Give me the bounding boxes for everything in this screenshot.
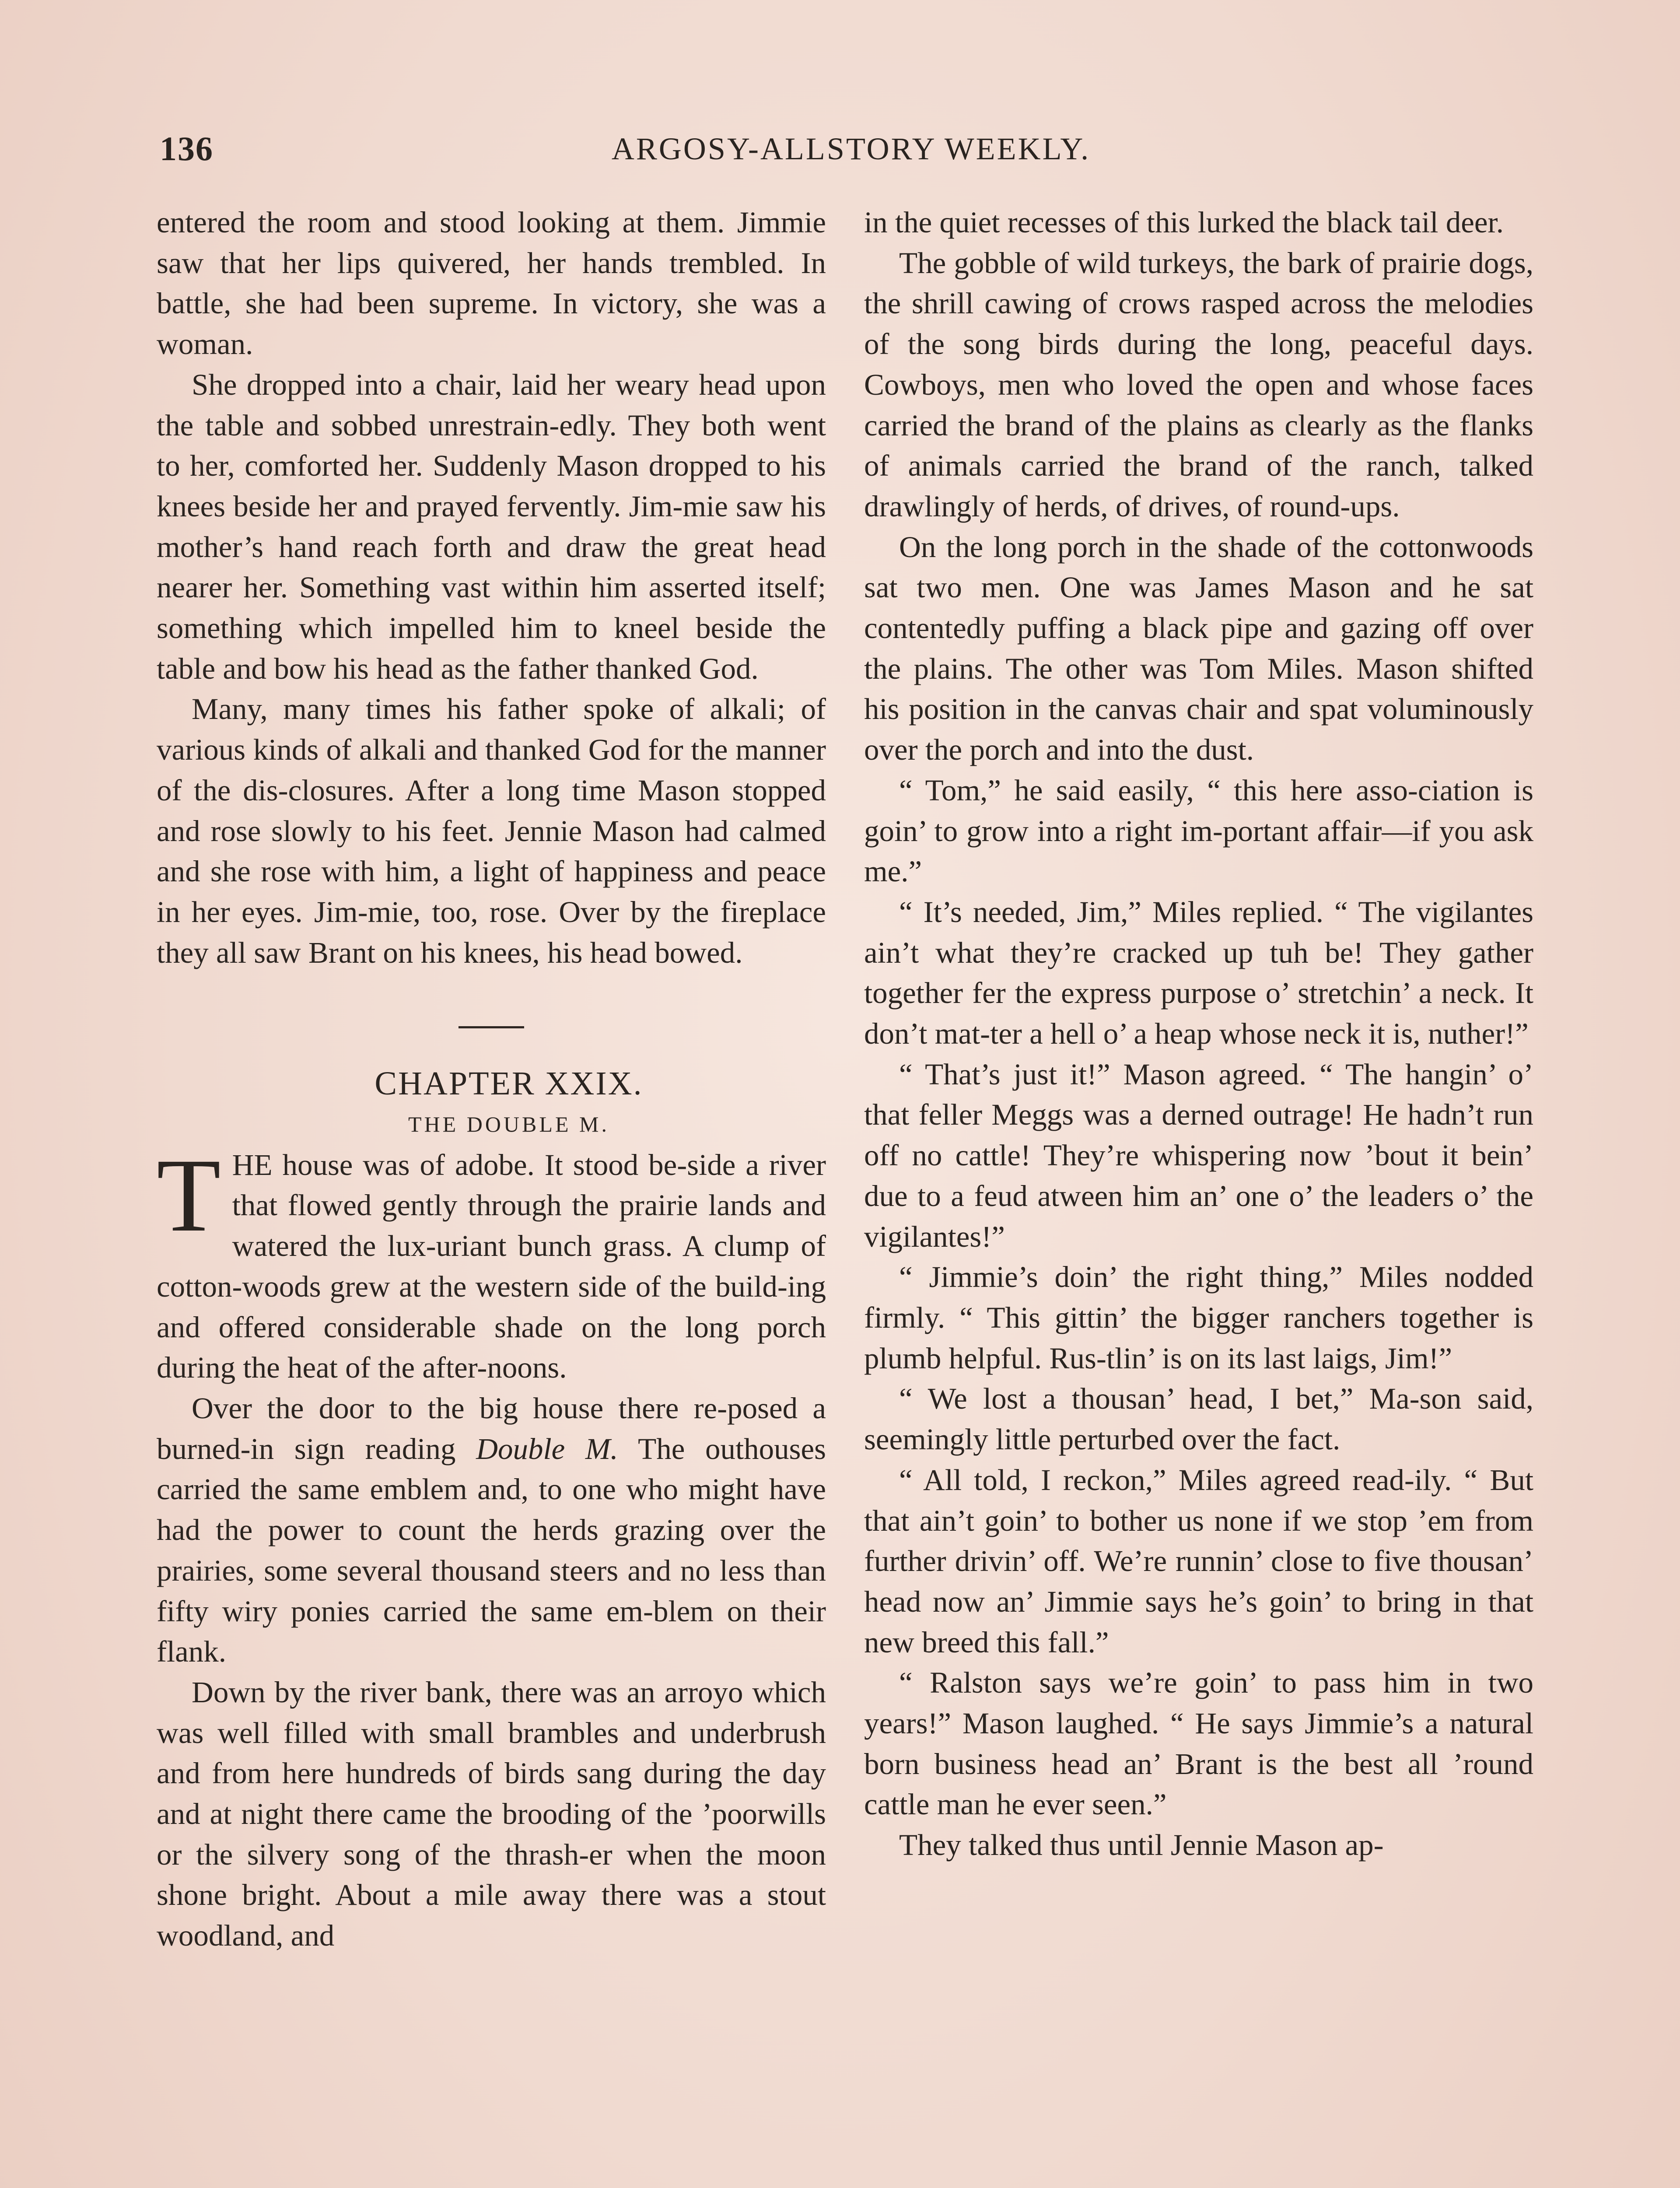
paragraph-text: The outhouses carried the same emblem and, to one who might have had the power to count the herds grazing over the prairies, some several thousand steers and no less than fifty wiry ponies carried the same em-blem on their flank.: [157, 1432, 826, 1669]
paragraph: The gobble of wild turkeys, the bark of prairie dogs, the shrill cawing of crows rasped across the melodies of the song birds during the long, peaceful days. Cowboys, men who loved the open and whose faces carried the brand of the plains as clearly as the flanks of animals carried the brand of the ranch, talked drawlingly of herds, of drives, of round-ups.: [864, 246, 1533, 523]
paragraph: She dropped into a chair, laid her weary head upon the table and sobbed unrestrain-edly. They both went to her, comforted her. Suddenly Mason dropped to his knees beside her and prayed fervently. Jim-mie saw his mother’s hand reach forth and draw the great head nearer her. Something vast within him asserted itself; something which impelled him to kneel beside the table and bow his head as the father thanked God.: [157, 368, 826, 685]
sign-name: Double M.: [476, 1432, 618, 1466]
paragraph: “ We lost a thousan’ head, I bet,” Ma-son said, seemingly little perturbed over the fact.: [864, 1382, 1533, 1456]
paragraph: “ Tom,” he said easily, “ this here asso-ciation is goin’ to grow into a right im-portant affair—if you ask me.”: [864, 773, 1533, 888]
paragraph: Down by the river bank, there was an arroyo which was well filled with small brambles and underbrush and from here hundreds of birds sang during the day and at night there came the brooding of the ’poorwills or the silvery song of the thrash-er when the moon shone bright. About a mile away there was a stout woodland, and: [157, 1675, 826, 1953]
running-head: ARGOSY-ALLSTORY WEEKLY.: [611, 131, 1091, 166]
paragraph: “ All told, I reckon,” Miles agreed read-ily. “ But that ain’t goin’ to bother us none if we stop ’em from further drivin’ off. We’re runnin’ close to five thousan’ head now an’ Jimmie says he’s goin’ to bring in that new breed this fall.”: [864, 1463, 1533, 1659]
paragraph: “ Jimmie’s doin’ the right thing,” Miles nodded firmly. “ This gittin’ the bigger ranchers together is plumb helpful. Rus-tlin’ is on its last laigs, Jim!”: [864, 1260, 1533, 1375]
paragraph: Many, many times his father spoke of alkali; of various kinds of alkali and thanked God for the manner of the dis-closures. After a long time Mason stopped and rose slowly to his feet. Jennie Mason had calmed and she rose with him, a light of happiness and peace in her eyes. Jim-mie, too, rose. Over by the fireplace they all saw Brant on his knees, his head bowed.: [157, 692, 826, 969]
paragraph: in the quiet recesses of this lurked the black tail deer.: [864, 206, 1504, 239]
paragraph: They talked thus until Jennie Mason ap-: [899, 1828, 1384, 1862]
chapter-title: CHAPTER XXIX.: [374, 1065, 643, 1102]
page-number: 136: [160, 130, 214, 168]
page-header: [160, 129, 1542, 182]
chapter-opening-paragraph: [157, 1136, 826, 1388]
paragraph: On the long porch in the shade of the cottonwoods sat two men. One was James Mason and he sat contentedly puffing a black pipe and gazing off over the plains. The other was Tom Miles. Mason shifted his position in the canvas chair and spat voluminously over the porch and into the dust.: [864, 530, 1533, 767]
paragraph-text: HE house was of adobe. It stood be-side a river that flowed gently through the prairie lands and watered the lux-uriant bunch grass. A clump of cotton-woods grew at the western side of the build-ing and offered considerable shade on the long porch during the heat of the after-noons.: [157, 1148, 826, 1385]
paragraph: “ Ralston says we’re goin’ to pass him in two years!” Mason laughed. “ He says Jimmie’s a natural born business head an’ Brant is the best all ’round cattle man he ever seen.”: [864, 1666, 1533, 1821]
paragraph-text: Over the door to the big house there re-posed a burned-in sign reading: [157, 1391, 826, 1466]
right-column: [864, 202, 1533, 1865]
paragraph: “ It’s needed, Jim,” Miles replied. “ The vigilantes ain’t what they’re cracked up tuh be! They gather together fer the express purpose o’ stretchin’ a neck. It don’t mat-ter a hell o’ a heap whose neck it is, nuther!”: [864, 895, 1533, 1051]
paragraph: [157, 1388, 826, 1672]
chapter-subtitle: THE DOUBLE M.: [408, 1112, 609, 1137]
section-divider: [458, 1026, 524, 1028]
drop-cap: T: [157, 1136, 221, 1253]
left-column: [157, 202, 826, 1956]
paragraph: entered the room and stood looking at them. Jimmie saw that her lips quivered, her hands trembled. In battle, she had been supreme. In victory, she was a woman.: [157, 206, 826, 361]
paragraph: “ That’s just it!” Mason agreed. “ The hangin’ o’ that feller Meggs was a derned outrage! He hadn’t run off no cattle! They’re whispering now ’bout it bein’ due to a feud atween him an’ one o’ the leaders o’ the vigilantes!”: [864, 1057, 1533, 1253]
